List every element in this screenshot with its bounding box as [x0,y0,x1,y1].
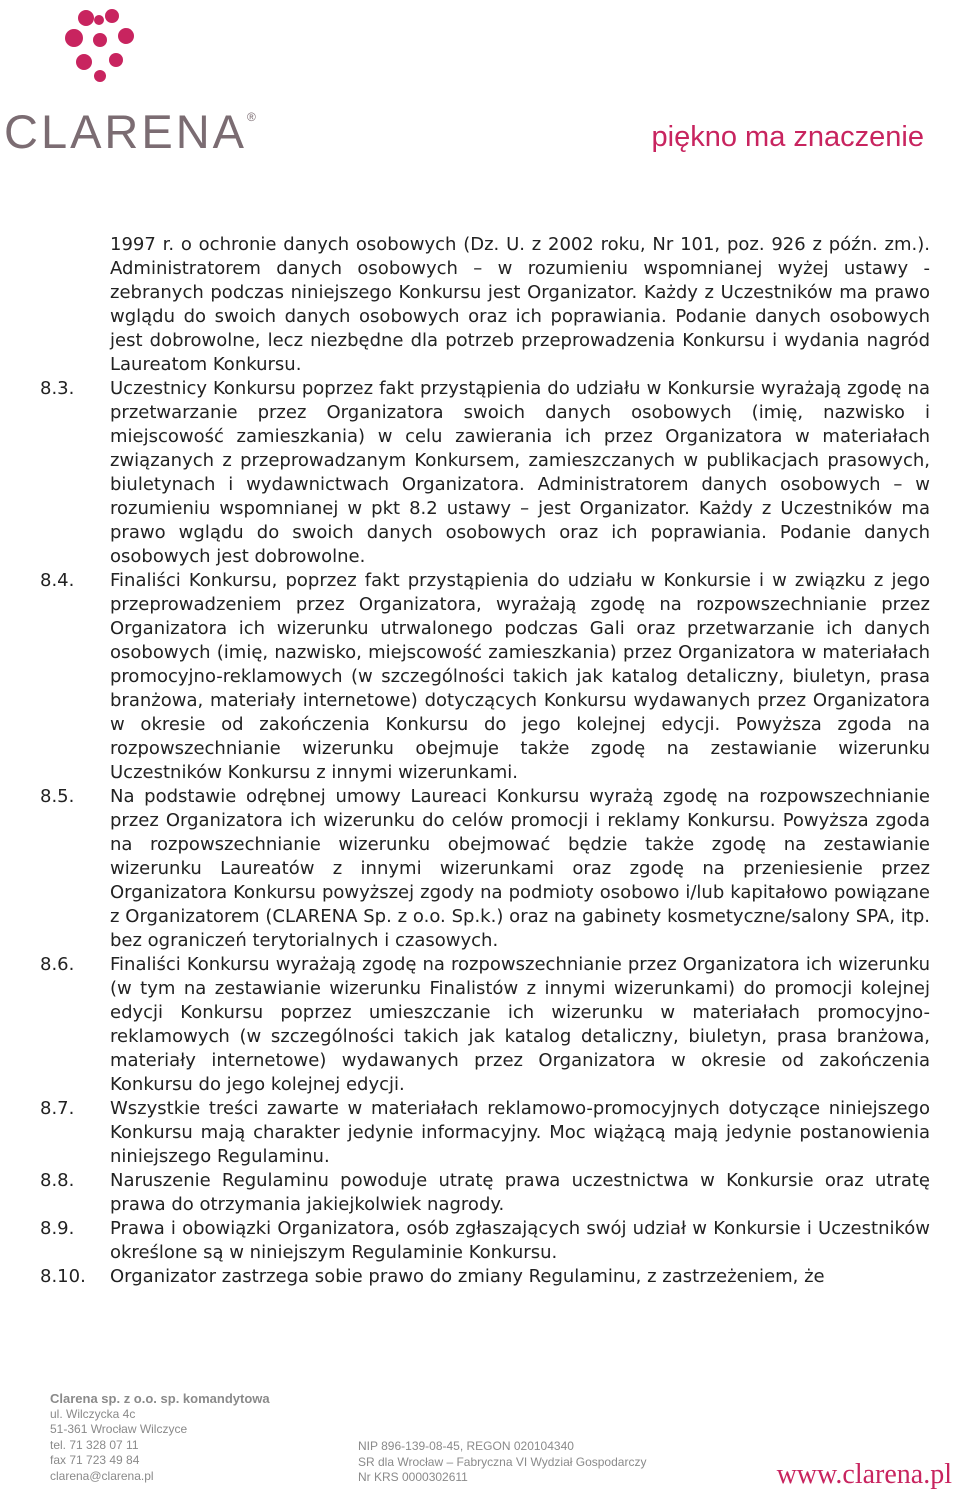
paragraph-number [40,233,110,377]
paragraph [40,785,930,953]
paragraph-number: 8.10. [40,1266,86,1287]
paragraph [40,1217,930,1265]
paragraph-text: Uczestnicy Konkursu poprzez fakt przystąpienia do udziału w Konkursie wyrażają zgodę na przetwarzanie przez Organizatora swoich danych osobowych (imię, nazwisko i miejscowość zamieszkania) w celu zawierania ich przez Organizatora w materiałach związanych z przeprowadzanym Konkursem, zamieszczanych w publikacjach prasowych, biuletynach i wydawnictwach Organizatora. Administratorem danych osobowych – w rozumieniu wspomnianej w pkt 8.2 ustawy – jest Organizator. Każdy z Uczestników ma prawo wglądu do swoich danych osobowych oraz ich poprawiania. Podanie danych osobowych jest dobrowolne. [110,378,930,567]
paragraph [40,569,930,785]
footer-nip: NIP 896-139-08-45, REGON 020104340 [358,1439,574,1453]
paragraph-text: Naruszenie Regulaminu powoduje utratę prawa uczestnictwa w Konkursie oraz utratę prawa do otrzymania jakiejkolwiek nagrody. [110,1170,930,1215]
footer-tel: tel. 71 328 07 11 [50,1437,139,1452]
paragraph [40,377,930,569]
paragraph-text: Na podstawie odrębnej umowy Laureaci Konkursu wyrażą zgodę na rozpowszechnianie przez Organizatora ich wizerunku do celów promocji i reklamy Konkursu. Powyższa zgoda na rozpowszechnianie wizerunku obejmować będzie także zgodę na zestawianie wizerunku Laureatów z innymi wizerunkami oraz zgodę na przeniesienie przez Organizatora Konkursu powyższej zgody na podmioty osobowo i/lub kapitałowo powiązane z Organizatorem (CLARENA Sp. z o.o. Sp.k.) oraz na gabinety kosmetyczne/salony SPA, itp. bez ograniczeń terytorialnych i czasowych. [110,786,930,951]
paragraph [40,1169,930,1217]
brand-wordmark [4,104,256,159]
footer-registry [358,1439,646,1486]
paragraph [40,1265,930,1289]
page-footer [0,1385,960,1497]
footer-city: 51-361 Wrocław Wilczyce [50,1422,188,1436]
paragraph-number: 8.5. [40,786,75,807]
tagline: piękno ma znaczenie [651,121,924,153]
paragraph-text: Organizator zastrzega sobie prawo do zmiany Regulaminu, z zastrzeżeniem, że [110,1266,825,1287]
flower-logo-icon [65,9,134,82]
paragraph [40,233,930,377]
footer-krs: Nr KRS 0000302611 [358,1470,468,1484]
paragraph-text: Wszystkie treści zawarte w materiałach reklamowo-promocyjnych dotyczące niniejszego Konkursu mają charakter jedynie informacyjny. Moc wiążącą mają jedynie postanowienia niniejszego Regulaminu. [110,1098,930,1167]
registered-mark: ® [247,110,256,124]
regulation-text [40,233,930,1289]
footer-court: SR dla Wrocław – Fabryczna VI Wydział Gospodarczy [358,1454,647,1469]
paragraph [40,1097,930,1169]
paragraph-number: 8.4. [40,570,75,591]
paragraph-number: 8.7. [40,1098,75,1119]
paragraph-text: Finaliści Konkursu wyrażają zgodę na rozpowszechnianie przez Organizatora ich wizerunku (w tym na zestawianie wizerunku Finalistów z innymi wizerunkami) do promocji kolejnej edycji Konkursu poprzez umieszczanie ich wizerunku w materiałach promocyjno-reklamowych (w szczególności takich jak katalog detaliczny, biuletyn, prasa branżowa, materiały internetowe) wydawanych przez Organizatora w okresie od zakończenia Konkursu do jego kolejnej edycji. [110,954,930,1095]
brand-name: CLARENA [4,105,248,158]
footer-address [50,1391,270,1484]
paragraph-text: Finaliści Konkursu, poprzez fakt przystąpienia do udziału w Konkursie i w związku z jego przeprowadzeniem przez Organizatora, wyrażają zgodę na rozpowszechnianie przez Organizatora ich wizerunku utrwalonego podczas Gali oraz przetwarzanie ich danych osobowych (imię, nazwisko, miejscowość zamieszkania) przez Organizatora w materiałach promocyjno-reklamowych (w szczególności takich jak katalog detaliczny, biuletyn, prasa branżowa, materiały internetowe) dotyczących Konkursu wydawanych przez Organizatora w okresie od zakończenia Konkursu do jego kolejnej edycji. Powyższa zgoda na rozpowszechnianie wizerunku obejmuje także zgodę na zestawianie wizerunku Uczestników Konkursu z innymi wizerunkami. [110,570,930,783]
footer-street: ul. Wilczycka 4c [50,1406,136,1421]
footer-company: Clarena sp. z o.o. sp. komandytowa [50,1391,270,1406]
paragraph [40,953,930,1097]
paragraph-number: 8.6. [40,954,75,975]
paragraph-text: Prawa i obowiązki Organizatora, osób zgłaszających swój udział w Konkursie i Uczestników określone są w niniejszym Regulaminie Konkursu. [110,1218,930,1263]
paragraph-text: 1997 r. o ochronie danych osobowych (Dz. U. z 2002 roku, Nr 101, poz. 926 z późn. zm.). Administratorem danych osobowych – w rozumieniu wspomnianej wyżej ustawy - zebranych podczas niniejszego Konkursu jest Organizator. Każdy z Uczestników ma prawo wglądu do swoich danych osobowych oraz ich poprawiania. Podanie danych osobowych jest dobrowolne, lecz niezbędne dla potrzeb przeprowadzenia Konkursu i wydania nagród Laureatom Konkursu. [110,234,930,375]
paragraph-number: 8.3. [40,378,75,399]
footer-email[interactable]: clarena@clarena.pl [50,1468,154,1483]
paragraph-number: 8.9. [40,1218,75,1239]
paragraph-number: 8.8. [40,1170,75,1191]
footer-website-link[interactable]: www.clarena.pl [776,1459,952,1490]
footer-fax: fax 71 723 49 84 [50,1453,140,1467]
